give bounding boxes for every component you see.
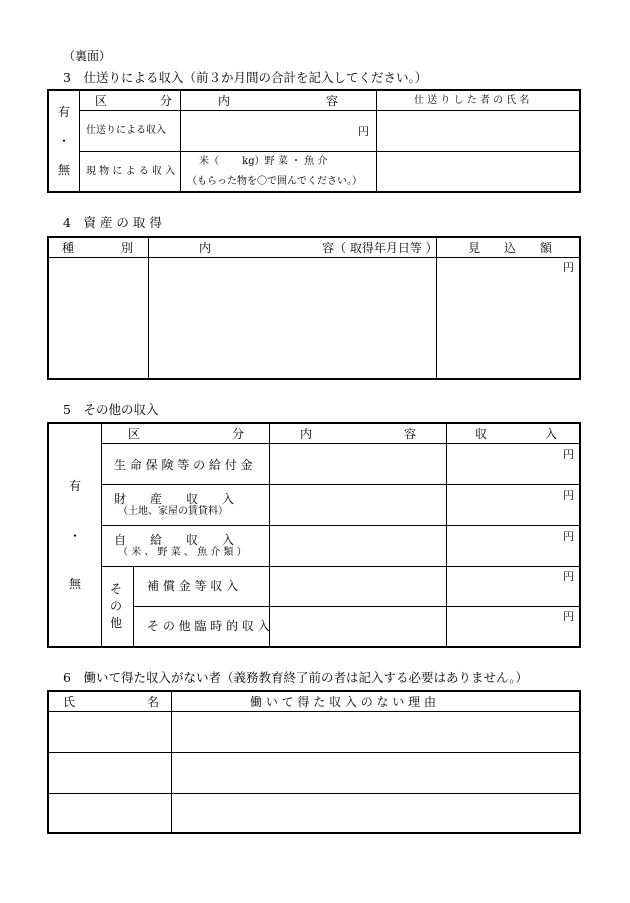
sec5-umu-bottom: 無 (69, 577, 82, 591)
sec6-header-reason: 働 い て 得 た 収 入 の な い 理 由 (250, 695, 436, 709)
sec5-row1-yen: 円 (563, 448, 574, 461)
section-5-title: 5 その他の収入 (63, 402, 159, 417)
sec3-row-remittance-yen: 円 (358, 125, 369, 138)
sec5-row-compensation: 補 償 金 等 収 入 (147, 579, 239, 593)
sec5-umu-dot: ・ (69, 529, 82, 543)
sec3-header-kubun-1: 区 (95, 94, 108, 108)
sec5-row-self-sufficiency: 自 給 収 入 (114, 533, 235, 547)
sec3-row-in-kind-label: 現 物 に よ る 収 入 (86, 166, 176, 177)
sec4-header-naiyou-2: 容（ 取得年月日等 ） (322, 241, 438, 255)
sec3-header-kubun-2: 分 (160, 94, 173, 108)
section-3-title: 3 仕送りによる収入（前３か月間の合計を記入してください。） (63, 70, 428, 85)
sec5-sonota-3: 他 (110, 616, 123, 630)
sec4-yen: 円 (563, 261, 574, 274)
sec5-row-property-income-note: （土地、家屋の賃貸料） (118, 506, 228, 517)
sec5-sonota-1: そ (110, 582, 123, 596)
sec5-row4-yen: 円 (563, 570, 574, 583)
sec6-header-mei: 名 (147, 695, 160, 709)
sec4-header-shubetsu-2: 別 (121, 241, 134, 255)
sec5-sonota-2: の (110, 599, 123, 613)
sec5-header-shunyu-2: 入 (545, 427, 558, 441)
sec4-header-shubetsu-1: 種 (62, 241, 75, 255)
section-4-title: 4 資 産 の 取 得 (63, 215, 162, 230)
sec5-row5-yen: 円 (563, 610, 574, 623)
sec3-umu-top: 有 (58, 105, 71, 119)
sec3-in-kind-options: 米（ kg）野 菜 ・ 魚 介 (199, 156, 328, 167)
sec5-header-naiyou-1: 内 (300, 427, 313, 441)
sec5-row-life-insurance: 生 命 保 険 等 の 給 付 金 (114, 458, 253, 472)
sec4-header-naiyou-1: 内 (199, 241, 212, 255)
sec5-row3-yen: 円 (563, 530, 574, 543)
sec3-row-remittance-label: 仕送りによる収入 (86, 125, 166, 136)
sec5-row-property-income: 財 産 収 入 (114, 492, 235, 506)
sec3-umu-bottom: 無 (58, 163, 71, 177)
sec5-umu-top: 有 (69, 479, 82, 493)
sec3-umu-dot: ・ (58, 134, 71, 148)
section-6-title: 6 働いて得た収入がない者（義務教育終了前の者は記入する必要はありません。） (63, 670, 528, 685)
sec3-header-naiyou-1: 内 (218, 94, 231, 108)
sec5-header-naiyou-2: 容 (404, 427, 417, 441)
sec3-header-naiyou-2: 容 (326, 94, 339, 108)
sec5-row-self-sufficiency-note: （ 米 、 野 菜 、 魚 介 類 ） (118, 547, 247, 558)
sec5-row-other-temporary: そ の 他 臨 時 的 収 入 (147, 619, 270, 633)
sec5-header-kubun-2: 分 (232, 427, 245, 441)
sec5-header-kubun-1: 区 (128, 427, 141, 441)
sec4-header-mikomi: 見 込 額 (468, 241, 553, 255)
sec6-header-shi: 氏 (63, 695, 76, 709)
sec3-in-kind-note: （もらった物を〇で囲んでください。） (187, 176, 362, 187)
sec5-header-shunyu-1: 収 (475, 427, 488, 441)
sec5-row2-yen: 円 (563, 489, 574, 502)
page-side-label: （裏面） (63, 49, 112, 63)
sec3-header-sender-name: 仕 送 り し た 者 の 氏 名 (414, 95, 530, 106)
